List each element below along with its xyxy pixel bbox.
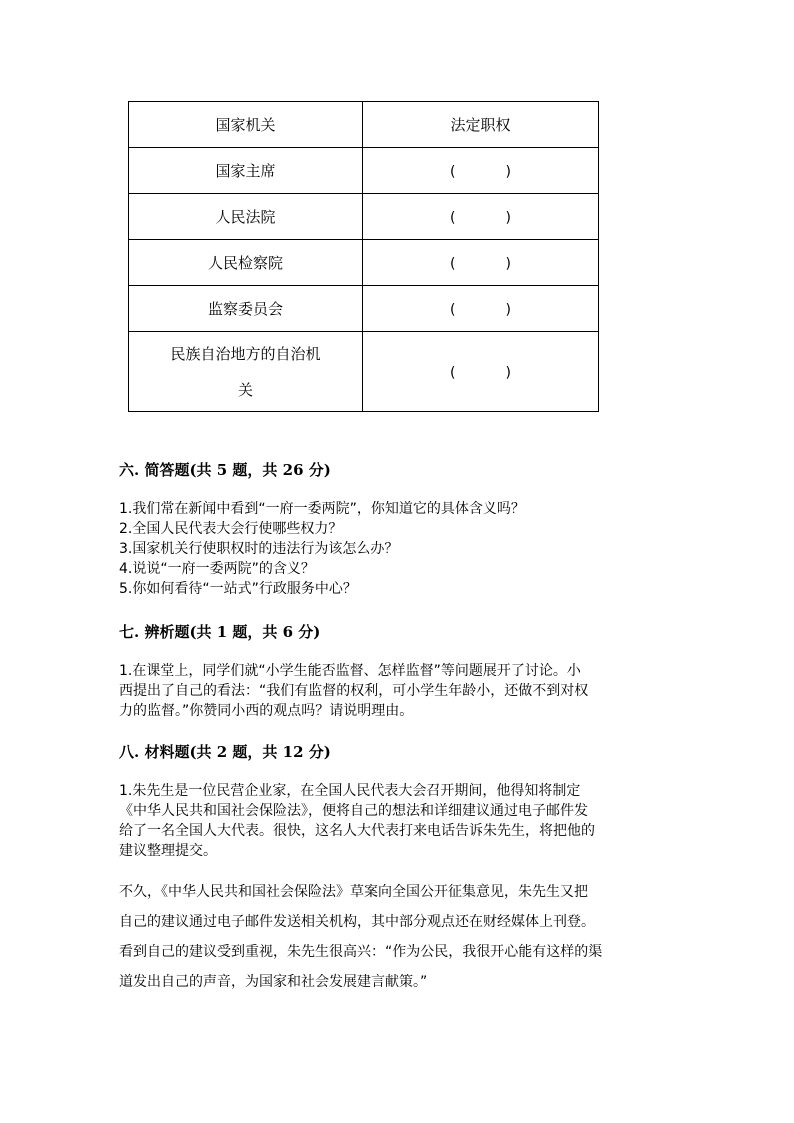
paren-close: ) — [505, 255, 511, 272]
section7-title: 七. 辨析题(共 1 题，共 6 分) — [119, 623, 321, 641]
text-line: 不久，《中华人民共和国社会保险法》草案向全国公开征集意见，朱先生又把 — [119, 884, 588, 900]
answer-blank[interactable] — [363, 286, 599, 332]
paren-open: ( — [450, 255, 456, 272]
text-line: 《中华人民共和国社会保险法》，便将自己的想法和详细建议通过电子邮件发 — [119, 803, 588, 819]
section6-title: 六. 简答题(共 5 题，共 26 分) — [119, 461, 331, 479]
organ-cell: 国家主席 — [129, 148, 363, 194]
table-header-row — [129, 102, 599, 148]
answer-blank[interactable] — [363, 332, 599, 412]
table-row — [129, 194, 599, 240]
organ-cell: 人民检察院 — [129, 240, 363, 286]
paren-open: ( — [450, 209, 456, 226]
paren-open: ( — [450, 163, 456, 180]
organ-line: 民族自治地方的自治机 — [170, 344, 321, 363]
section6-questions — [119, 499, 679, 599]
table-row — [129, 148, 599, 194]
answer-blank[interactable] — [363, 194, 599, 240]
text-line: 力的监督。”你赞同小西的观点吗？请说明理由。 — [119, 703, 414, 719]
section8-title: 八. 材料题(共 2 题，共 12 分) — [119, 743, 331, 761]
paren-open: ( — [450, 364, 456, 381]
answer-blank[interactable] — [363, 240, 599, 286]
text-line: 看到自己的建议受到重视，朱先生很高兴：“作为公民，我很开心能有这样的渠 — [119, 944, 603, 960]
organ-line: 关 — [237, 380, 253, 399]
section8-paragraph-2 — [119, 877, 681, 997]
header-organ: 国家机关 — [129, 102, 363, 148]
paren-close: ) — [505, 364, 511, 381]
organ-power-table — [128, 101, 599, 412]
paren-open: ( — [450, 301, 456, 318]
question-item: 2.全国人民代表大会行使哪些权力？ — [119, 521, 343, 537]
question-item: 1.我们常在新闻中看到“一府一委两院”，你知道它的具体含义吗？ — [119, 501, 525, 517]
header-power: 法定职权 — [363, 102, 599, 148]
paren-close: ) — [505, 163, 511, 180]
text-line: 1.朱先生是一位民营企业家，在全国人民代表大会召开期间，他得知将制定 — [119, 783, 581, 799]
section8-paragraph-1 — [119, 781, 681, 861]
text-line: 1.在课堂上，同学们就“小学生能否监督、怎样监督”等问题展开了讨论。小 — [119, 663, 581, 679]
text-line: 西提出了自己的看法：“我们有监督的权利，可小学生年龄小，还做不到对权 — [119, 683, 589, 699]
question-item: 4.说说“一府一委两院”的含义？ — [119, 561, 315, 577]
paren-close: ) — [505, 301, 511, 318]
text-line: 自己的建议通过电子邮件发送相关机构，其中部分观点还在财经媒体上刊登。 — [119, 914, 595, 930]
answer-blank[interactable] — [363, 148, 599, 194]
question-item: 3.国家机关行使职权时的违法行为该怎么办？ — [119, 541, 399, 557]
table-row — [129, 332, 599, 412]
paren-close: ) — [505, 209, 511, 226]
organ-cell — [129, 332, 363, 412]
text-line: 给了一名全国人大代表。很快，这名人大代表打来电话告诉朱先生，将把他的 — [119, 823, 595, 839]
organ-cell: 人民法院 — [129, 194, 363, 240]
question-item: 5.你如何看待“一站式”行政服务中心？ — [119, 581, 357, 597]
table-row — [129, 240, 599, 286]
text-line: 建议整理提交。 — [119, 843, 217, 859]
organ-cell: 监察委员会 — [129, 286, 363, 332]
section7-question — [119, 661, 681, 721]
text-line: 道发出自己的声音，为国家和社会发展建言献策。” — [119, 974, 428, 990]
table-row — [129, 286, 599, 332]
